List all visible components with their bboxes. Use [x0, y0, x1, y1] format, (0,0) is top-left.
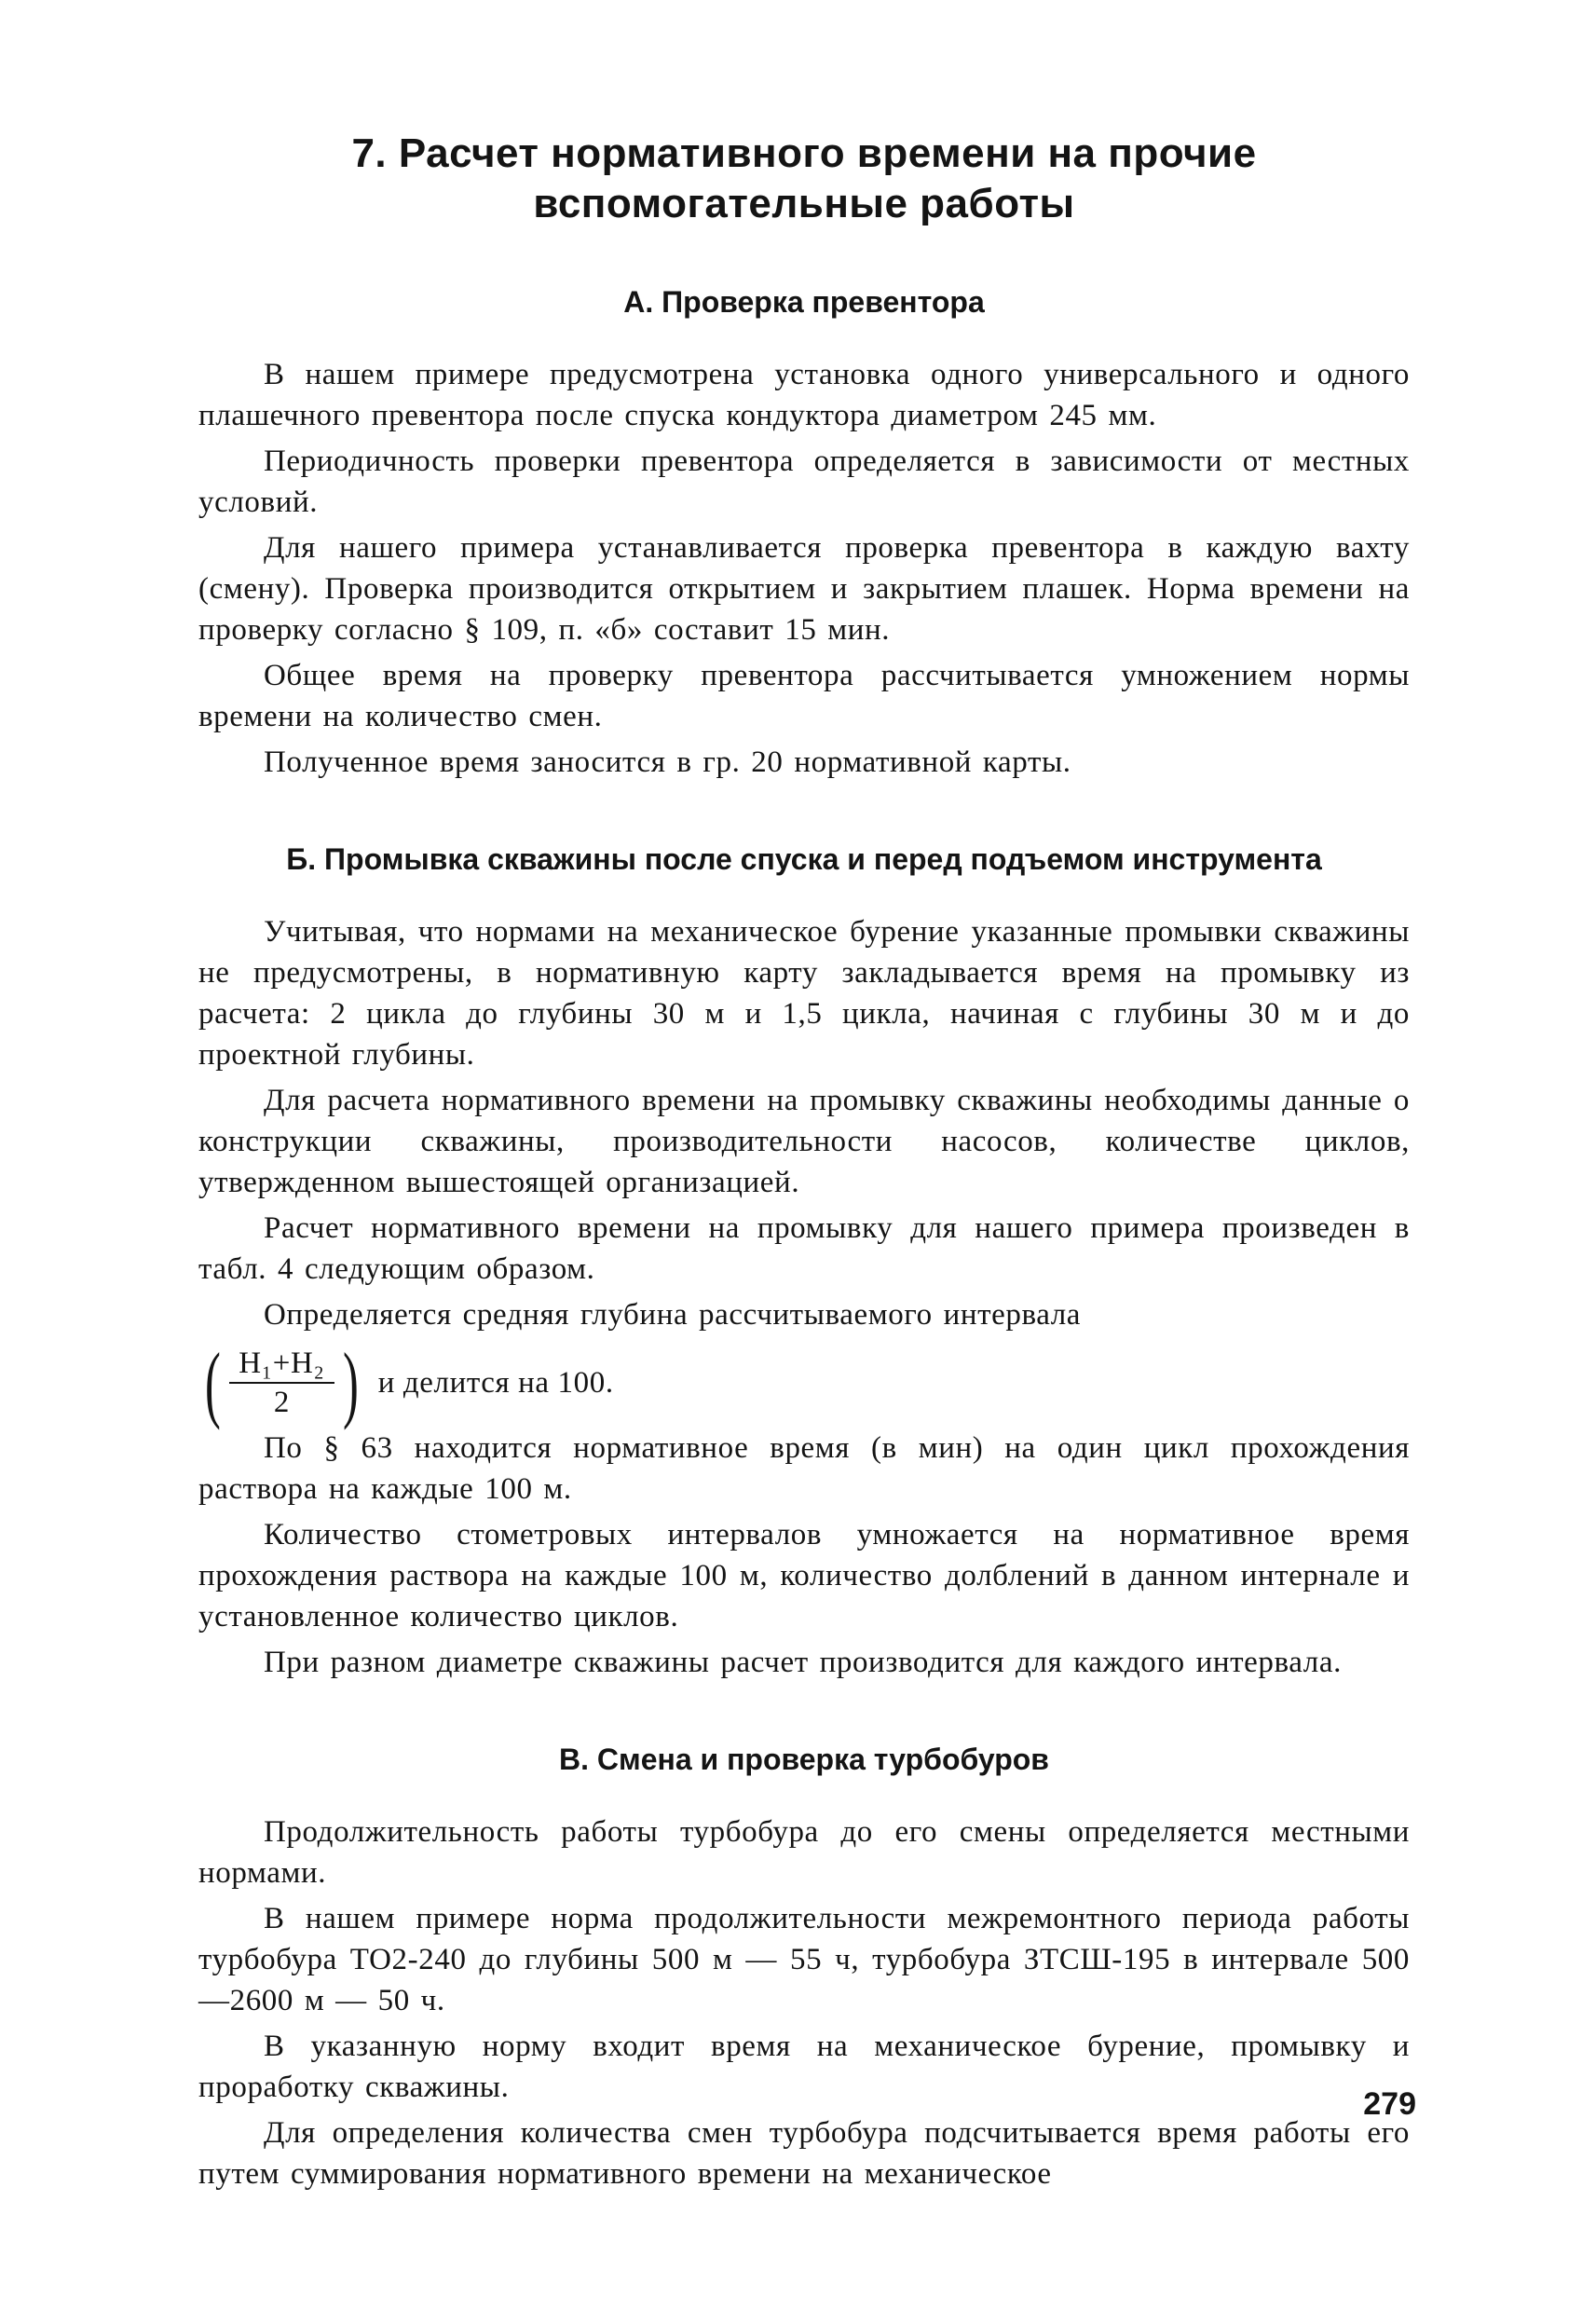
- section-c-paragraph-4: Для определения количества смен турбобура подсчитывается время работы его путем суммирования нормативного времени на механическое: [198, 2116, 1410, 2191]
- formula-left-paren: (: [205, 1335, 222, 1430]
- section-b-paragraph-7: При разном диаметре скважины расчет производится для каждого интервала.: [264, 1646, 1342, 1679]
- page-content: [198, 129, 1410, 2252]
- section-a-paragraph-5: Полученное время заносится в гр. 20 нормативной карты.: [264, 745, 1071, 779]
- section-a-paragraph-3: Для нашего примера устанавливается проверка превентора в каждую вахту (смену). Проверка производится открытием и закрытием плашек. Норма времени на проверку согласно § 109, п. «б» составит 15 мин.: [198, 531, 1410, 647]
- section-c-paragraph-1: Продолжительность работы турбобура до его смены определяется местными нормами.: [198, 1815, 1410, 1890]
- section-b: [198, 841, 1410, 1683]
- chapter-title: [198, 129, 1410, 229]
- section-c: [198, 1741, 1410, 2194]
- section-a-paragraph-2: Периодичность проверки превентора определяется в зависимости от местных условий.: [198, 444, 1410, 519]
- formula-fraction: [229, 1345, 334, 1421]
- section-b-paragraph-2: Для расчета нормативного времени на промывку скважины необходимы данные о конструкции скважины, производительности насосов, количестве циклов, утвержденном вышестоящей организацией.: [198, 1084, 1410, 1199]
- section-b-heading: Б. Промывка скважины после спуска и перед подъемом инструмента: [286, 842, 1322, 876]
- section-b-paragraph-4: Определяется средняя глубина рассчитываемого интервала: [264, 1298, 1082, 1332]
- section-a-heading: А. Проверка превентора: [623, 285, 985, 319]
- section-b-paragraph-3: Расчет нормативного времени на промывку для нашего примера произведен в табл. 4 следующим образом.: [198, 1211, 1410, 1286]
- page-number: 279: [1363, 2086, 1416, 2122]
- section-a-paragraph-1: В нашем примере предусмотрена установка одного универсального и одного плашечного превентора после спуска кондуктора диаметром 245 мм.: [198, 358, 1410, 432]
- section-b-paragraph-6: Количество стометровых интервалов умножается на нормативное время прохождения раствора на каждые 100 м, количество долблений в данном интернале и установленное количество циклов.: [198, 1518, 1410, 1633]
- section-a: [198, 283, 1410, 783]
- chapter-title-line-2: вспомогательные работы: [533, 181, 1075, 226]
- formula-numerator: H₁+H₂: [229, 1345, 334, 1384]
- formula-denominator: 2: [273, 1386, 290, 1419]
- section-a-paragraph-4: Общее время на проверку превентора рассчитывается умножением нормы времени на количество смен.: [198, 659, 1410, 733]
- section-c-paragraph-2: В нашем примере норма продолжительности межремонтного периода работы турбобура ТО2-240 до глубины 500 м — 55 ч, турбобура ЗТСШ-195 в интервале 500—2600 м — 50 ч.: [198, 1902, 1410, 2017]
- section-c-paragraph-3: В указанную норму входит время на механическое бурение, промывку и проработку скважины.: [198, 2030, 1410, 2104]
- formula-tail-text: и делится на 100.: [377, 1366, 614, 1400]
- section-b-paragraph-1: Учитывая, что нормами на механическое бурение указанные промывки скважины не предусмотрены, в нормативную карту закладывается время на промывку из расчета: 2 цикла до глубины 30 м и 1,5 цикла, начиная с глубины 30 м и до проектной глубины.: [198, 915, 1410, 1072]
- section-c-heading: В. Смена и проверка турбобуров: [559, 1743, 1049, 1776]
- chapter-title-line-1: 7. Расчет нормативного времени на прочие: [351, 130, 1257, 176]
- average-depth-formula: [198, 1335, 1410, 1430]
- formula-right-paren: ): [342, 1335, 359, 1430]
- section-b-paragraph-5: По § 63 находится нормативное время (в мин) на один цикл прохождения раствора на каждые 100 м.: [198, 1431, 1410, 1506]
